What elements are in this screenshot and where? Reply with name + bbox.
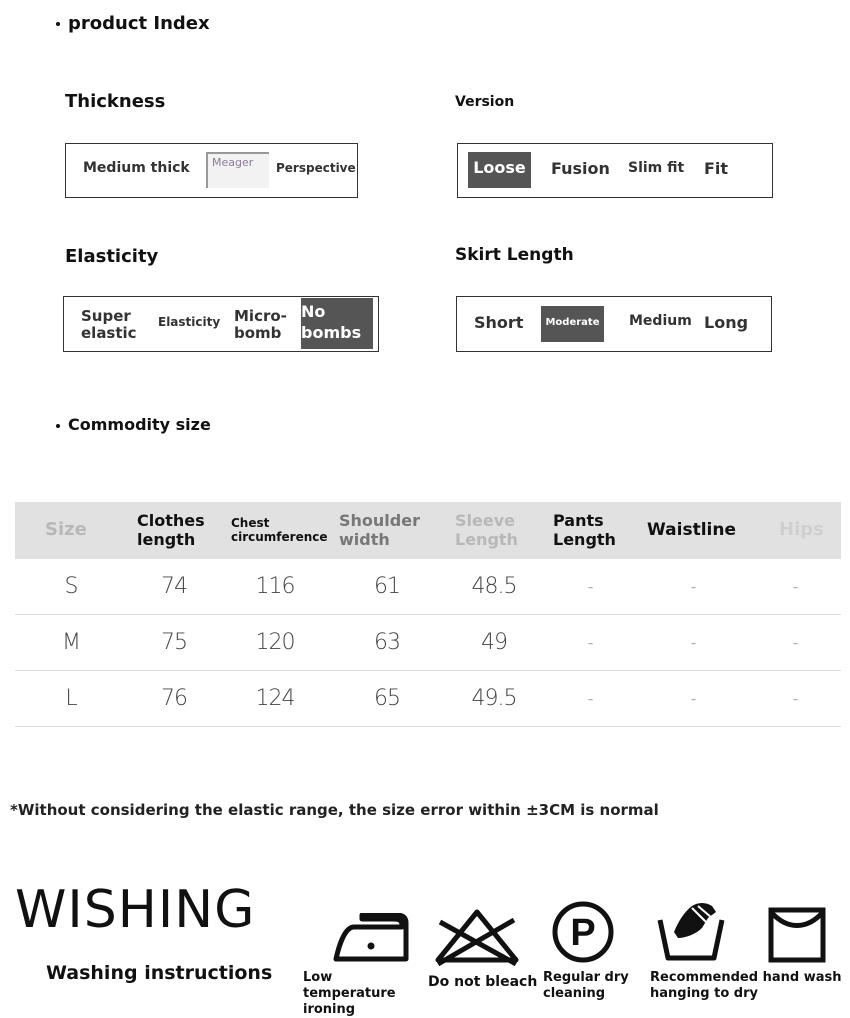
cell-chest: 116 [221,559,329,615]
cell-size: M [15,615,127,671]
bullet-icon [56,22,60,26]
cell-clothes-length: 74 [127,559,221,615]
cell-pants: - [543,615,637,671]
cell-waistline: - [637,671,749,727]
cell-pants: - [543,559,637,615]
cell-hips: - [749,671,841,727]
cell-sleeve: 48.5 [445,559,543,615]
header-sleeve-length: Sleeve Length [445,502,543,559]
skirt-length-label: Skirt Length [455,245,574,265]
table-row [15,615,841,671]
cell-shoulder: 61 [329,559,445,615]
option-fusion: Fusion [551,159,610,178]
option-micro-bomb: Micro-bomb [234,307,287,342]
iron-label: Low temperature ironing [303,970,396,1017]
header-clothes-length: Clothes length [127,502,221,559]
product-index-title: product Index [56,13,210,34]
thickness-options [65,143,358,198]
cell-hips: - [749,615,841,671]
commodity-size-title: Commodity size [56,415,211,434]
cell-sleeve: 49 [445,615,543,671]
table-row [15,559,841,615]
no-bleach-label: Do not bleach [428,974,538,990]
option-slim-fit: Slim fit [628,160,685,176]
cell-size: L [15,671,127,727]
header-size: Size [15,502,127,559]
cell-shoulder: 63 [329,615,445,671]
cell-waistline: - [637,559,749,615]
iron-icon [332,913,410,963]
size-table [15,502,841,727]
skirt-length-options [456,296,772,352]
cell-waistline: - [637,615,749,671]
hang-dry-icon [767,906,827,964]
elasticity-label: Elasticity [65,246,159,267]
option-medium: Medium [629,313,692,329]
header-chest-circumference: Chest circumference [221,502,329,559]
option-elasticity: Elasticity [158,315,221,329]
header-hips: Hips [749,502,841,559]
cell-sleeve: 49.5 [445,671,543,727]
option-loose: Loose [468,152,531,188]
no-bleach-icon [432,906,522,966]
elasticity-options [63,296,379,352]
bullet-icon [56,424,60,428]
cell-chest: 120 [221,615,329,671]
version-label: Version [455,94,515,110]
dry-clean-label: Regular dry cleaning [543,970,629,1001]
cell-shoulder: 65 [329,671,445,727]
option-no-bombs: No bombs [301,298,373,349]
hand-wash-label: Recommended hand wash [650,970,842,985]
cell-pants: - [543,671,637,727]
option-long: Long [704,313,749,332]
cell-clothes-length: 75 [127,615,221,671]
header-pants-length: Pants Length [543,502,637,559]
option-fit: Fit [704,159,729,178]
thickness-label: Thickness [65,91,166,112]
header-waistline: Waistline [637,502,749,559]
table-header-row [15,502,841,559]
option-perspective: Perspective [276,161,356,175]
hang-dry-label: hanging to dry [650,986,758,1001]
wishing-heading: WISHING [15,880,256,940]
option-super-elastic: Super elastic [81,307,137,342]
option-short: Short [474,313,524,332]
cell-hips: - [749,559,841,615]
cell-size: S [15,559,127,615]
size-error-note: *Without considering the elastic range, the size error within ±3CM is normal [10,801,659,819]
version-options [457,143,773,198]
dry-clean-p-icon [550,899,616,965]
option-moderate: Moderate [541,306,604,342]
washing-instructions-subtitle: Washing instructions [46,962,273,984]
table-row [15,671,841,727]
cell-clothes-length: 76 [127,671,221,727]
cell-chest: 124 [221,671,329,727]
svg-text:P: P [570,912,596,954]
option-medium-thick: Medium thick [83,160,190,176]
hand-wash-icon [656,898,726,962]
header-shoulder-width: Shoulder width [329,502,445,559]
option-meager: Meager [206,152,269,188]
